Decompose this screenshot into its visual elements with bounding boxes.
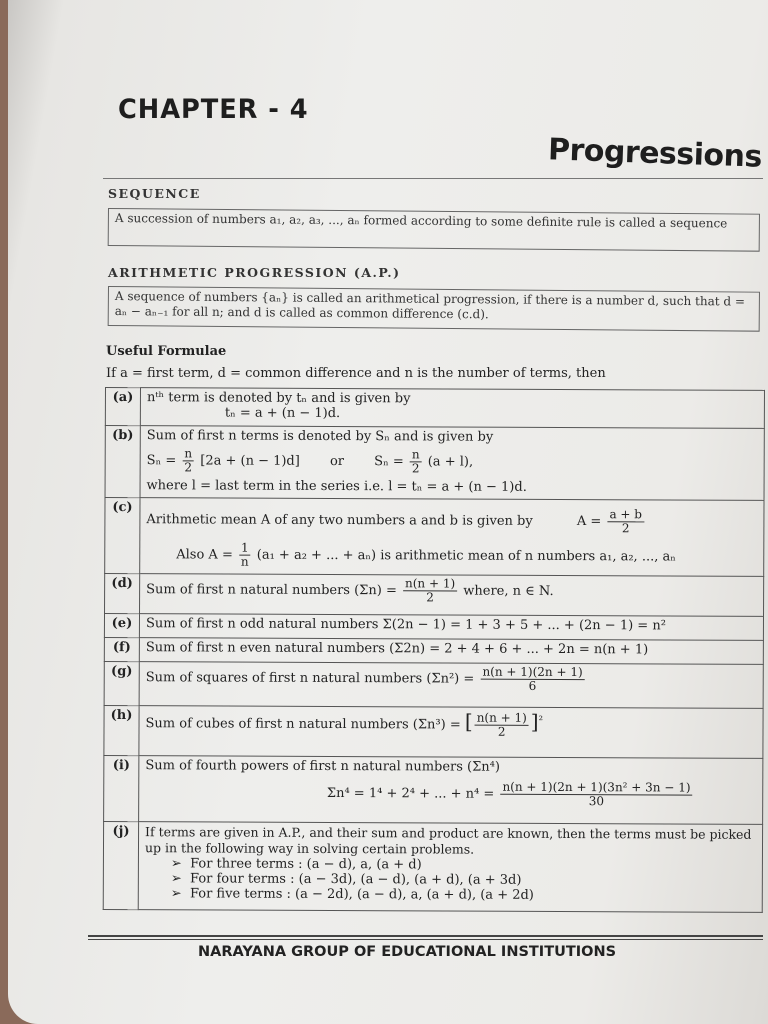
sequence-definition-box: A succession of numbers a₁, a₂, a₃, ..., aₙ formed according to some definite rule is called a sequence: [108, 208, 760, 252]
table-row: [104, 637, 763, 664]
row-label: (i): [104, 755, 139, 821]
row-formula: Also A = $\frac{1}{n}$ (a₁ + a₂ + ... + aₙ) is arithmetic mean of n numbers a₁, a₂, ..., aₙ: [176, 540, 676, 569]
formulae-intro: If a = first term, d = common difference and n is the number of terms, then: [106, 366, 606, 381]
row-text: Arithmetic mean A of any two numbers a and b is given by A = $\frac{a + b}{2}$: [146, 507, 643, 536]
row-formula: Σn⁴ = 1⁴ + 2⁴ + ... + n⁴ = $\frac{\text{n(n + 1)(2n + 1)(3n² + 3n − 1)}}{30}$: [326, 779, 691, 809]
sequence-heading: SEQUENCE: [108, 186, 201, 201]
row-label: (j): [103, 821, 138, 909]
list-item: ➢ For three terms : (a − d), a, (a + d): [170, 856, 422, 873]
row-label: (f): [104, 637, 139, 661]
row-label: (a): [105, 388, 140, 426]
row-text: nᵗʰ term is denoted by tₙ and is given by: [146, 390, 411, 407]
table-row: [105, 388, 764, 429]
row-formula: Sₙ = $\frac{n}{2}$ [2a + (n − 1)d] or Sₙ = $\frac{n}{2}$ (a + l),: [146, 446, 474, 476]
row-formula: Sum of first n natural numbers (Σn) = $\frac{n(n + 1)}{2}$ where, n ∈ N.: [140, 574, 764, 617]
ap-heading: ARITHMETIC PROGRESSION (A.P.): [108, 265, 401, 280]
row-formula: Sum of first n odd natural numbers Σ(2n − 1) = 1 + 3 + 5 + ... + (2n − 1) = n²: [139, 614, 763, 641]
row-formula: tₙ = a + (n − 1)d.: [224, 405, 341, 422]
formulae-table: [103, 387, 765, 913]
table-row: [104, 755, 763, 824]
footer-divider: [88, 935, 763, 937]
list-item: ➢ For four terms : (a − 3d), (a − d), (a + d), (a + 3d): [170, 871, 522, 888]
row-label: (h): [104, 705, 139, 755]
row-formula: Sum of cubes of first n natural numbers (Σn³) = [ $\frac{n(n + 1)}{2}$ ]$^{^2}$: [139, 706, 763, 759]
divider: [103, 178, 763, 179]
row-label: (e): [104, 614, 139, 638]
footer-divider: [88, 939, 763, 940]
table-row: [105, 426, 764, 501]
table-row: [104, 661, 763, 708]
list-item: ➢ For five terms : (a − 2d), (a − d), a, (a + d), (a + 2d): [170, 886, 534, 903]
ap-definition-box: A sequence of numbers {aₙ} is called an arithmetical progression, if there is a number d, such that d = aₙ − aₙ₋₁ for all n; and d is called as common difference (c.d).: [108, 286, 760, 332]
row-label: (c): [105, 498, 140, 574]
table-row: [105, 498, 764, 577]
row-label: (b): [105, 426, 140, 498]
table-row: [104, 614, 763, 641]
row-text: where l = last term in the series i.e. l = tₙ = a + (n − 1)d.: [146, 478, 527, 495]
useful-formulae-heading: Useful Formulae: [106, 344, 227, 359]
row-text: Sum of fourth powers of first n natural numbers (Σn⁴): [145, 758, 501, 775]
table-row: [104, 705, 763, 758]
row-label: (d): [105, 574, 140, 614]
book-page: [8, 0, 768, 1024]
row-text: Sum of first n terms is denoted by Sₙ and is given by: [146, 428, 494, 445]
row-text: If terms are given in A.P., and their sum and product are known, then the terms must be picked up in the following way in solving certain problems.: [144, 824, 752, 857]
table-row: [105, 574, 764, 617]
table-row: [103, 821, 762, 912]
row-label: (g): [104, 661, 139, 705]
row-formula: Sum of first n even natural numbers (Σ2n) = 2 + 4 + 6 + ... + 2n = n(n + 1): [139, 638, 763, 665]
chapter-heading: CHAPTER - 4: [118, 94, 309, 125]
footer-text: NARAYANA GROUP OF EDUCATIONAL INSTITUTIONS: [198, 944, 617, 960]
row-formula: Sum of squares of first n natural numbers (Σn²) = $\frac{n(n + 1)(2n + 1)}{6}$: [139, 662, 763, 709]
page-title: Progressions: [547, 132, 763, 175]
